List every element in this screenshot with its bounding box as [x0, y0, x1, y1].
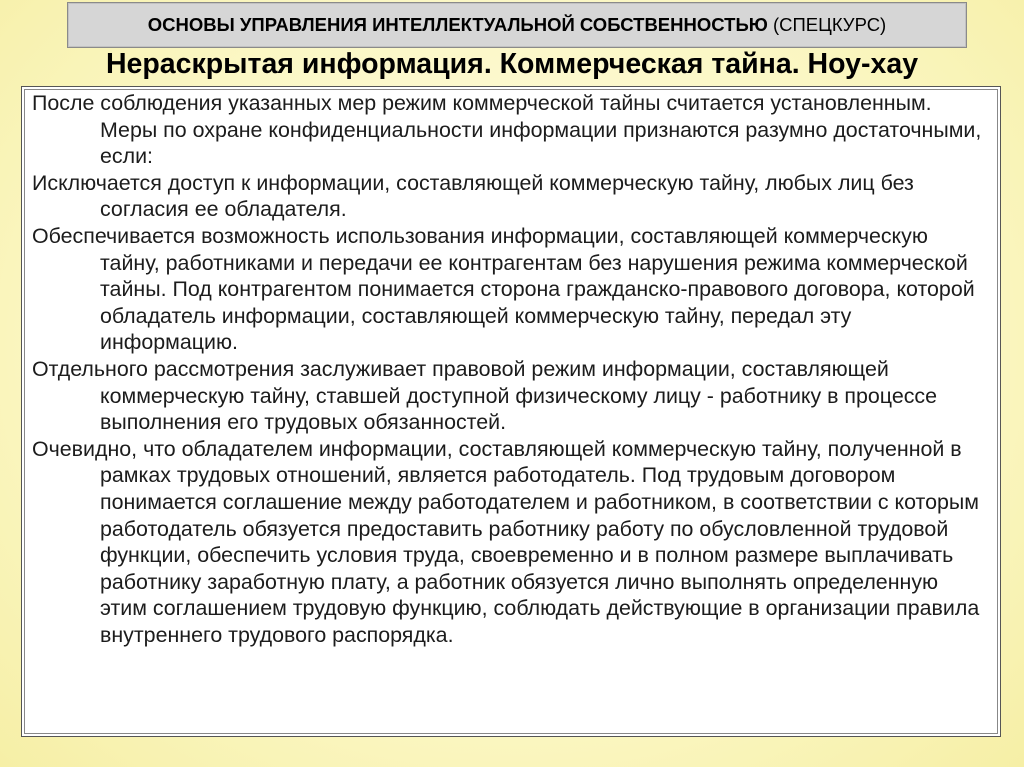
course-type: (СПЕЦКУРС)	[772, 14, 887, 35]
paragraph: Исключается доступ к информации, составляющей коммерческую тайну, любых лиц без согласия ее обладателя.	[32, 170, 914, 222]
paragraph: Обеспечивается возможность использования информации, составляющей коммерческую тайну, работниками и передачи ее контрагентам без нарушения режима коммерческой тайны. Под контрагентом понимается сторона гражданско-правового договора, которой обладатель информации, составляющей коммерческую тайну, передал эту информацию.	[32, 223, 975, 355]
paragraph: Отдельного рассмотрения заслуживает правовой режим информации, составляющей коммерческую тайну, ставшей доступной физическому лицу - работнику в процессе выполнения его трудовых обязанностей.	[32, 356, 938, 435]
course-name: ОСНОВЫ УПРАВЛЕНИЯ ИНТЕЛЛЕКТУАЛЬНОЙ СОБСТВЕННОСТЬЮ	[147, 14, 768, 35]
paragraph: Очевидно, что обладателем информации, составляющей коммерческую тайну, полученной в рамках трудовых отношений, является работодатель. Под трудовым договором понимается соглашение между работодателем и работником, в соответствии с которым работодатель обязуется предоставить работнику работу по обусловленной трудовой функции, обеспечить условия труда, своевременно и в полном размере выплачивать работнику заработную плату, а работник обязуется лично выполнять определенную этим соглашением трудовую функцию, соблюдать действующие в организации правила внутреннего трудового распорядка.	[32, 436, 980, 647]
content-box	[21, 86, 1001, 737]
course-header-box	[67, 2, 967, 48]
slide-title: Нераскрытая информация. Коммерческая тайна. Ноу-хау	[105, 48, 919, 80]
paragraph: После соблюдения указанных мер режим коммерческой тайны считается установленным. Меры по охране конфиденциальности информации признаются разумно достаточными, если:	[32, 91, 982, 169]
